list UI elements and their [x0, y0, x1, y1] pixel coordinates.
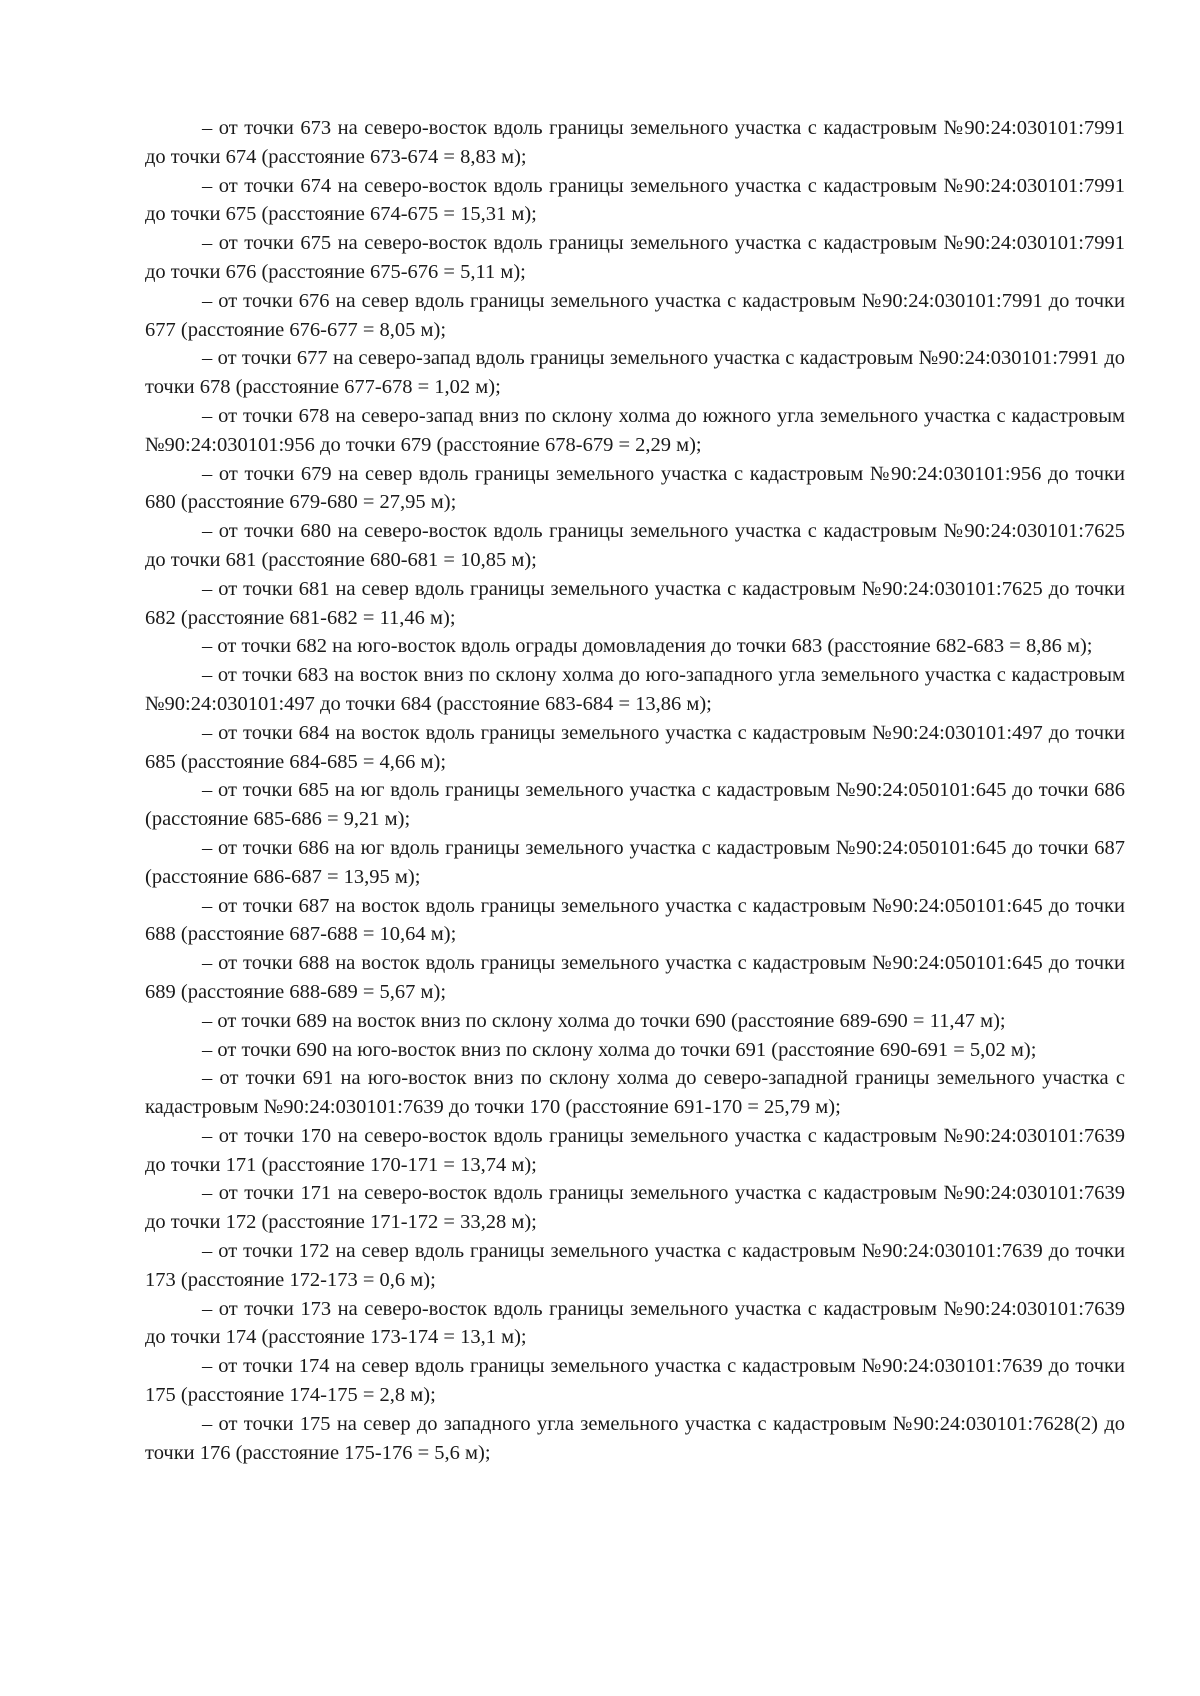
- boundary-segment-174-175: – от точки 174 на север вдоль границы земельного участка с кадастровым №90:24:030101:7639 до точки 175 (расстояние 174-175 = 2,8 м);: [145, 1355, 1125, 1407]
- boundary-segment-685-686: – от точки 685 на юг вдоль границы земельного участка с кадастровым №90:24:050101:645 до точки 686 (расстояние 685-686 = 9,21 м);: [145, 779, 1125, 831]
- boundary-segment-691-170: – от точки 691 на юго-восток вниз по склону холма до северо-западной границы земельного участка с кадастровым №90:24:030101:7639 до точки 170 (расстояние 691-170 = 25,79 м);: [145, 1067, 1125, 1119]
- boundary-segment-172-173: – от точки 172 на север вдоль границы земельного участка с кадастровым №90:24:030101:7639 до точки 173 (расстояние 172-173 = 0,6 м);: [145, 1240, 1125, 1291]
- boundary-segment-688-689: – от точки 688 на восток вдоль границы земельного участка с кадастровым №90:24:050101:645 до точки 689 (расстояние 688-689 = 5,67 м);: [145, 952, 1125, 1003]
- boundary-segment-675-676: – от точки 675 на северо-восток вдоль границы земельного участка с кадастровым №90:24:030101:7991 до точки 676 (расстояние 675-676 = 5,11 м);: [145, 232, 1125, 283]
- boundary-segment-175-176: – от точки 175 на север до западного угла земельного участка с кадастровым №90:24:030101:7628(2) до точки 176 (расстояние 175-176 = 5,6 м);: [145, 1412, 1125, 1464]
- boundary-segment-674-675: – от точки 674 на северо-восток вдоль границы земельного участка с кадастровым №90:24:030101:7991 до точки 675 (расстояние 674-675 = 15,31 м);: [145, 174, 1125, 226]
- document-page: [145, 114, 1125, 1467]
- boundary-segment-679-680: – от точки 679 на север вдоль границы земельного участка с кадастровым №90:24:030101:956 до точки 680 (расстояние 679-680 = 27,95 м);: [145, 462, 1125, 514]
- boundary-segment-689-690: – от точки 689 на восток вниз по склону холма до точки 690 (расстояние 689-690 = 11,47 м);: [202, 1009, 1006, 1032]
- boundary-segment-678-679: – от точки 678 на северо-запад вниз по склону холма до южного угла земельного участка с кадастровым №90:24:030101:956 до точки 679 (расстояние 678-679 = 2,29 м);: [145, 404, 1125, 456]
- boundary-segment-681-682: – от точки 681 на север вдоль границы земельного участка с кадастровым №90:24:030101:7625 до точки 682 (расстояние 681-682 = 11,46 м);: [145, 577, 1125, 629]
- boundary-segment-673-674: – от точки 673 на северо-восток вдоль границы земельного участка с кадастровым №90:24:030101:7991 до точки 674 (расстояние 673-674 = 8,83 м);: [145, 117, 1125, 168]
- boundary-segment-687-688: – от точки 687 на восток вдоль границы земельного участка с кадастровым №90:24:050101:645 до точки 688 (расстояние 687-688 = 10,64 м);: [145, 894, 1125, 946]
- boundary-segment-173-174: – от точки 173 на северо-восток вдоль границы земельного участка с кадастровым №90:24:030101:7639 до точки 174 (расстояние 173-174 = 13,1 м);: [145, 1297, 1125, 1349]
- boundary-segment-686-687: – от точки 686 на юг вдоль границы земельного участка с кадастровым №90:24:050101:645 до точки 687 (расстояние 686-687 = 13,95 м);: [145, 836, 1125, 888]
- boundary-segment-684-685: – от точки 684 на восток вдоль границы земельного участка с кадастровым №90:24:030101:497 до точки 685 (расстояние 684-685 = 4,66 м);: [145, 721, 1125, 773]
- boundary-segment-170-171: – от точки 170 на северо-восток вдоль границы земельного участка с кадастровым №90:24:030101:7639 до точки 171 (расстояние 170-171 = 13,74 м);: [145, 1124, 1125, 1176]
- boundary-segment-677-678: – от точки 677 на северо-запад вдоль границы земельного участка с кадастровым №90:24:030101:7991 до точки 678 (расстояние 677-678 = 1,02 м);: [145, 347, 1125, 399]
- boundary-segment-690-691: – от точки 690 на юго-восток вниз по склону холма до точки 691 (расстояние 690-691 = 5,02 м);: [202, 1038, 1037, 1061]
- boundary-segment-683-684: – от точки 683 на восток вниз по склону холма до юго-западного угла земельного участка с кадастровым №90:24:030101:497 до точки 684 (расстояние 683-684 = 13,86 м);: [145, 664, 1125, 715]
- boundary-segment-680-681: – от точки 680 на северо-восток вдоль границы земельного участка с кадастровым №90:24:030101:7625 до точки 681 (расстояние 680-681 = 10,85 м);: [145, 520, 1125, 571]
- boundary-segment-171-172: – от точки 171 на северо-восток вдоль границы земельного участка с кадастровым №90:24:030101:7639 до точки 172 (расстояние 171-172 = 33,28 м);: [145, 1182, 1125, 1234]
- boundary-segment-676-677: – от точки 676 на север вдоль границы земельного участка с кадастровым №90:24:030101:7991 до точки 677 (расстояние 676-677 = 8,05 м);: [145, 289, 1125, 341]
- boundary-segment-682-683: – от точки 682 на юго-восток вдоль ограды домовладения до точки 683 (расстояние 682-683 = 8,86 м);: [202, 635, 1093, 658]
